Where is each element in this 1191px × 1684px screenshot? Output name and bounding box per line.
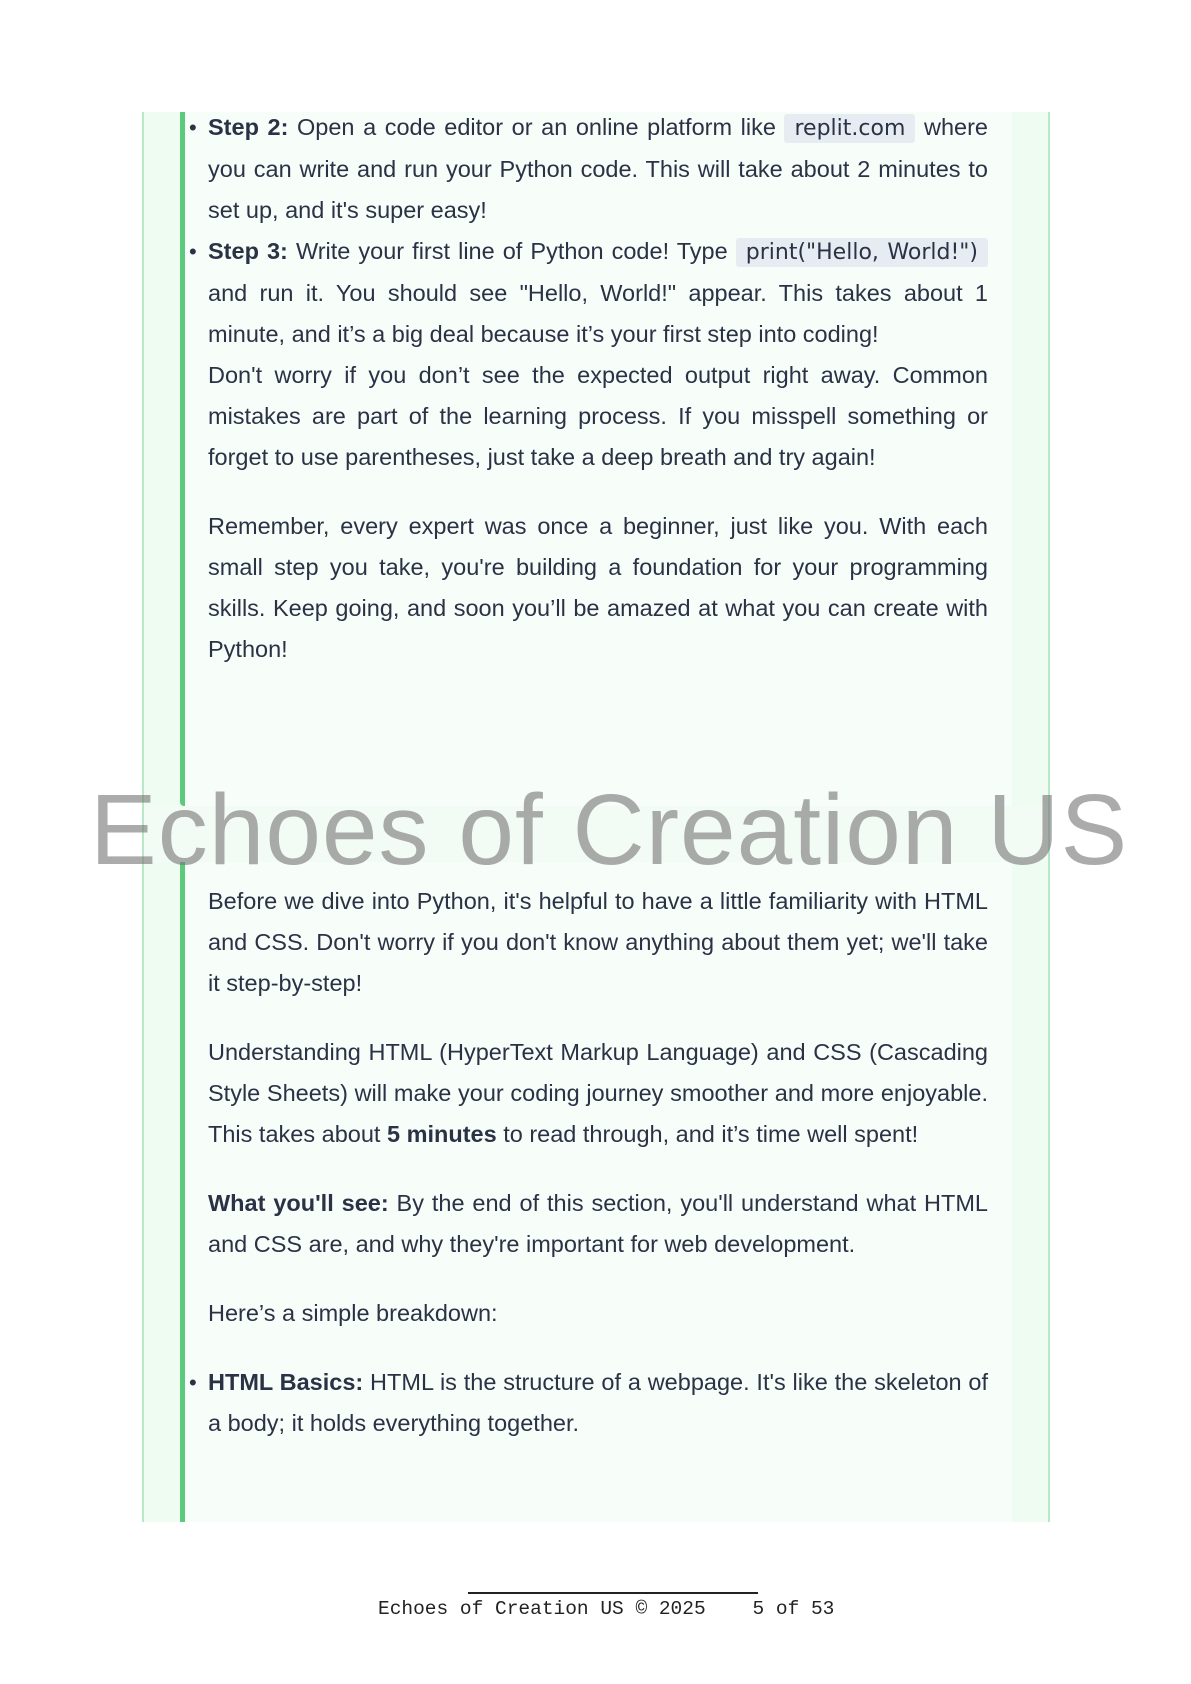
code-print-hello: print("Hello, World!") xyxy=(736,238,988,267)
understanding-text-after: to read through, and it’s time well spent! xyxy=(496,1121,919,1147)
footer-rule xyxy=(468,1592,758,1594)
step-3-text: Write your first line of Python code! Type xyxy=(287,238,736,264)
breakdown-list xyxy=(208,1362,988,1444)
understanding-paragraph xyxy=(208,1032,988,1155)
list-item-step-3 xyxy=(208,231,988,478)
steps-list xyxy=(208,107,988,478)
html-basics-text: HTML is the structure of a webpage. It's like the skeleton of a body; it holds everything together. xyxy=(208,1369,988,1436)
what-you-see-label: What you'll see: xyxy=(208,1190,389,1216)
understanding-text: Understanding HTML (HyperText Markup Language) and CSS (Cascading Style Sheets) will make your coding journey smoother and more enjoyable. This takes about xyxy=(208,1039,988,1147)
what-you-see-text: By the end of this section, you'll understand what HTML and CSS are, and why they're important for web development. xyxy=(208,1190,988,1257)
step-3-extra: Don't worry if you don’t see the expected output right away. Common mistakes are part of the learning process. If you misspell something or forget to use parentheses, just take a deep breath and try again! xyxy=(208,362,988,470)
intro-paragraph: Before we dive into Python, it's helpful to have a little familiarity with HTML and CSS. Don't worry if you don't know anything about them yet; we'll take it step-by-step! xyxy=(208,888,988,996)
breakdown-paragraph: Here’s a simple breakdown: xyxy=(208,1300,498,1326)
list-item-html-basics xyxy=(208,1362,988,1444)
step-2-text-after: where you can write and run your Python code. This will take about 2 minutes to set up, and it's super easy! xyxy=(208,114,988,223)
watermark: Echoes of Creation US xyxy=(90,774,1129,886)
what-you-see-paragraph xyxy=(208,1183,988,1265)
step-2-label: Step 2: xyxy=(208,114,289,140)
step-2-text: Open a code editor or an online platform like xyxy=(288,114,785,140)
closing-paragraph: Remember, every expert was once a beginner, just like you. With each small step you take, you're building a foundation for your programming skills. Keep going, and soon you’ll be amazed at what you can create with Python! xyxy=(208,513,988,662)
html-basics-label: HTML Basics: xyxy=(208,1369,364,1395)
step-3-text-after: and run it. You should see "Hello, World!" appear. This takes about 1 minute, and it’s a big deal because it’s your first step into coding! xyxy=(208,280,988,347)
page-footer xyxy=(378,1598,898,1620)
footer-copyright: Echoes of Creation US © 2025 xyxy=(378,1598,706,1620)
top-section-content xyxy=(208,107,988,670)
list-item-step-2 xyxy=(208,107,988,231)
bottom-section-content xyxy=(208,881,988,1444)
step-3-label: Step 3: xyxy=(208,238,288,264)
code-replit: replit.com xyxy=(784,114,915,143)
understanding-bold: 5 minutes xyxy=(386,1121,497,1147)
footer-page-number: 5 of 53 xyxy=(752,1598,835,1620)
